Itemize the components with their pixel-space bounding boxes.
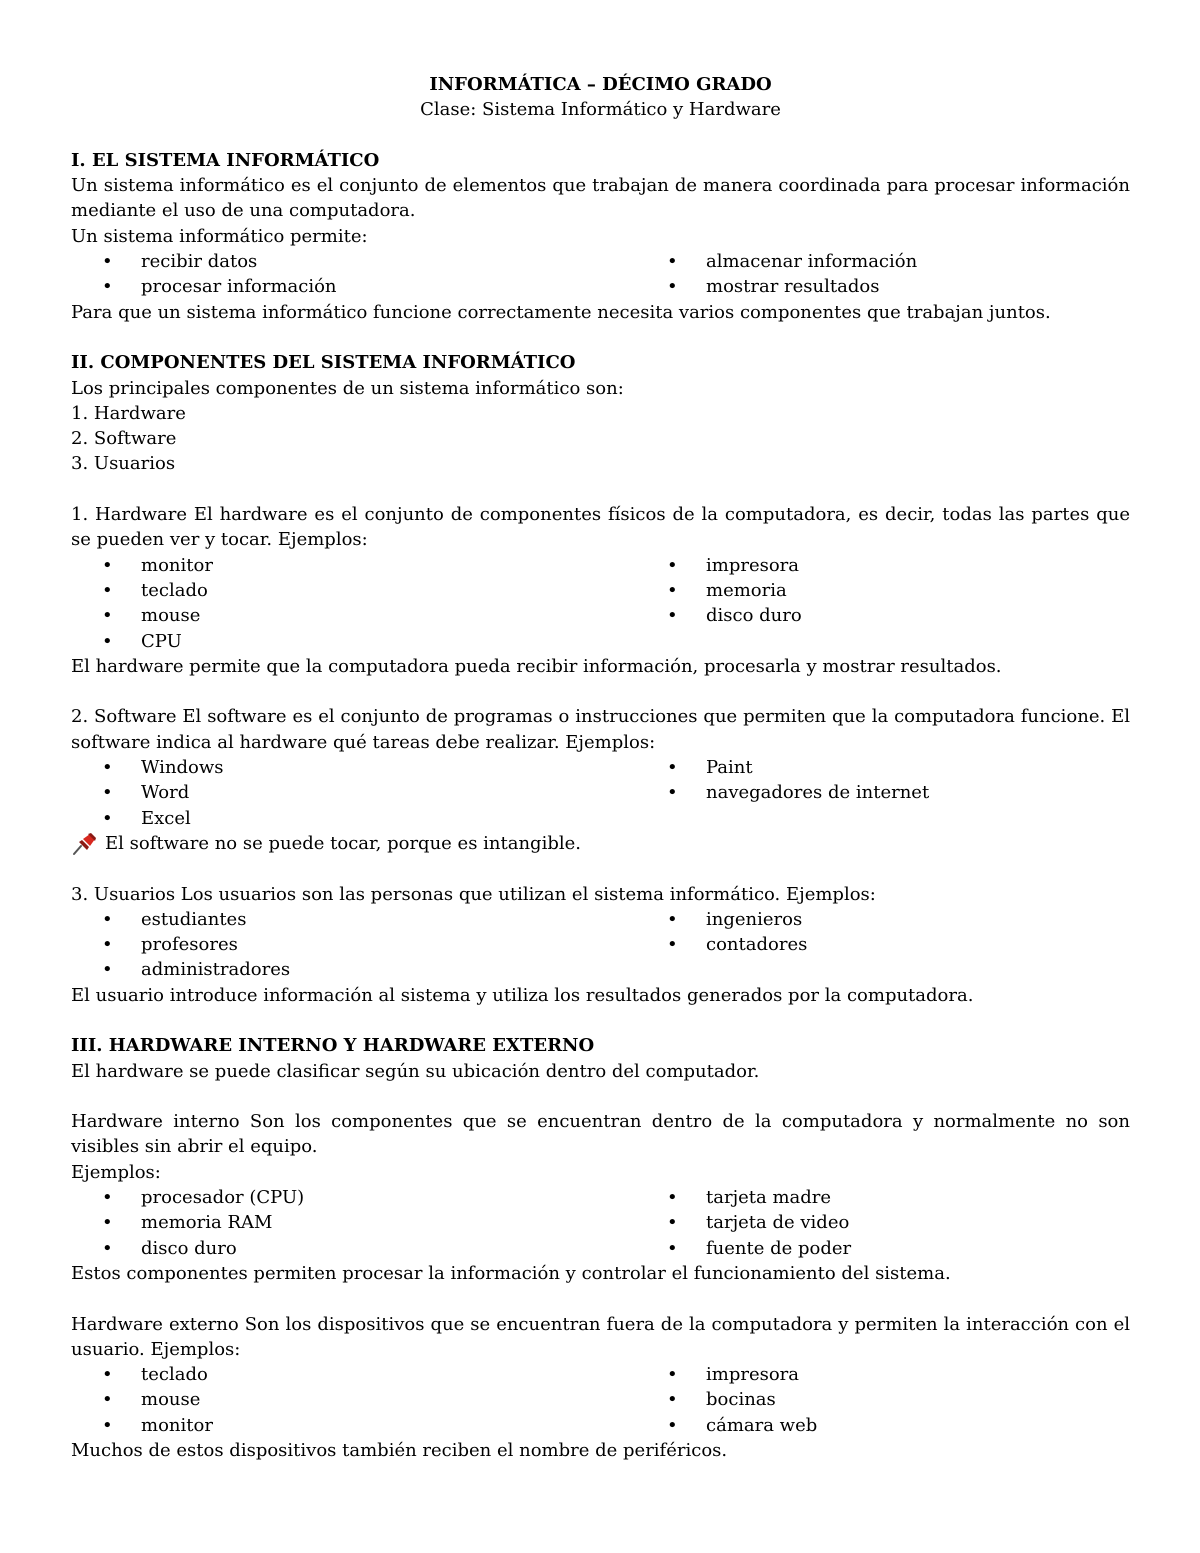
numbered-item: 3. Usuarios [71, 453, 176, 475]
list-item: • mostrar resultados [636, 274, 1130, 299]
list-item: • Excel [71, 806, 636, 831]
list-item: • disco duro [636, 603, 1130, 628]
list-item: • teclado [71, 1362, 636, 1387]
spacer [71, 856, 1130, 881]
note-text: El software no se puede tocar, porque es intangible. [105, 832, 581, 854]
paragraph: 3. Usuarios Los usuarios son las personas que utilizan el sistema informático. Ejemplos: [71, 883, 876, 905]
list-item: • profesores [71, 932, 636, 957]
spacer [71, 1286, 1130, 1311]
list-item: • recibir datos [71, 249, 636, 274]
section-heading: III. HARDWARE INTERNO Y HARDWARE EXTERNO [71, 1035, 595, 1057]
paragraph: Hardware externo Son los dispositivos que se encuentran fuera de la computadora y permiten la interacción con el usuario. Ejemplos: [71, 1313, 1130, 1360]
paragraph: Muchos de estos dispositivos también reciben el nombre de periféricos. [71, 1440, 728, 1462]
paragraph: Para que un sistema informático funcione correctamente necesita varios componentes que trabajan juntos. [71, 301, 1051, 323]
list-item: • cámara web [636, 1413, 1130, 1438]
paragraph: El hardware permite que la computadora pueda recibir información, procesarla y mostrar resultados. [71, 655, 1002, 677]
paragraph: Estos componentes permiten procesar la información y controlar el funcionamiento del sistema. [71, 1262, 951, 1284]
list-item: • tarjeta madre [636, 1185, 1130, 1210]
note-line [71, 831, 1130, 856]
numbered-item: 2. Software [71, 428, 177, 450]
bullet-list [71, 553, 1130, 654]
bullet-list [71, 1185, 1130, 1261]
spacer [71, 123, 1130, 148]
list-item: • navegadores de internet [636, 780, 1130, 805]
paragraph: Ejemplos: [71, 1161, 161, 1183]
list-item: • procesar información [71, 274, 636, 299]
list-item: • mouse [71, 603, 636, 628]
list-item: • administradores [71, 957, 636, 982]
list-item: • memoria [636, 578, 1130, 603]
bullet-list [71, 907, 1130, 983]
list-item: • bocinas [636, 1387, 1130, 1412]
spacer [71, 1084, 1130, 1109]
list-item: • procesador (CPU) [71, 1185, 636, 1210]
list-item: • ingenieros [636, 907, 1130, 932]
list-item: • memoria RAM [71, 1210, 636, 1235]
bullet-list [71, 1362, 1130, 1438]
paragraph: El hardware se puede clasificar según su ubicación dentro del computador. [71, 1060, 760, 1082]
spacer [71, 1008, 1130, 1033]
list-item: • tarjeta de video [636, 1210, 1130, 1235]
list-item: • Paint [636, 755, 1130, 780]
list-item: • Word [71, 780, 636, 805]
paragraph: 2. Software El software es el conjunto de programas o instrucciones que permiten que la computadora funcione. El software indica al hardware qué tareas debe realizar. Ejemplos: [71, 706, 1130, 753]
bullet-list [71, 755, 1130, 831]
list-item: • monitor [71, 553, 636, 578]
page-title: INFORMÁTICA – DÉCIMO GRADO [429, 74, 772, 95]
list-item: • impresora [636, 553, 1130, 578]
list-item: • contadores [636, 932, 1130, 957]
list-item: • CPU [71, 629, 636, 654]
numbered-item: 1. Hardware [71, 402, 186, 424]
list-item: • estudiantes [71, 907, 636, 932]
list-item: • impresora [636, 1362, 1130, 1387]
spacer [71, 477, 1130, 502]
paragraph: Hardware interno Son los componentes que se encuentran dentro de la computadora y normalmente no son visibles sin abrir el equipo. [71, 1111, 1130, 1158]
paragraph: Un sistema informático es el conjunto de elementos que trabajan de manera coordinada para procesar información mediante el uso de una computadora. [71, 175, 1130, 222]
list-item: • monitor [71, 1413, 636, 1438]
section-heading: I. EL SISTEMA INFORMÁTICO [71, 149, 380, 171]
list-item: • almacenar información [636, 249, 1130, 274]
paragraph: Un sistema informático permite: [71, 225, 368, 247]
list-item: • fuente de poder [636, 1236, 1130, 1261]
page-subtitle: Clase: Sistema Informático y Hardware [420, 99, 781, 121]
list-item: • disco duro [71, 1236, 636, 1261]
list-item: • Windows [71, 755, 636, 780]
paragraph: El usuario introduce información al sistema y utiliza los resultados generados por la computadora. [71, 984, 974, 1006]
paragraph: Los principales componentes de un sistema informático son: [71, 377, 624, 399]
section-heading: II. COMPONENTES DEL SISTEMA INFORMÁTICO [71, 352, 576, 374]
spacer [71, 679, 1130, 704]
list-item: • teclado [71, 578, 636, 603]
list-item: • mouse [71, 1387, 636, 1412]
paragraph: 1. Hardware El hardware es el conjunto de componentes físicos de la computadora, es decir, todas las partes que se pueden ver y tocar. Ejemplos: [71, 504, 1130, 551]
spacer [71, 325, 1130, 350]
bullet-list [71, 249, 1130, 300]
pushpin-icon [71, 832, 97, 856]
